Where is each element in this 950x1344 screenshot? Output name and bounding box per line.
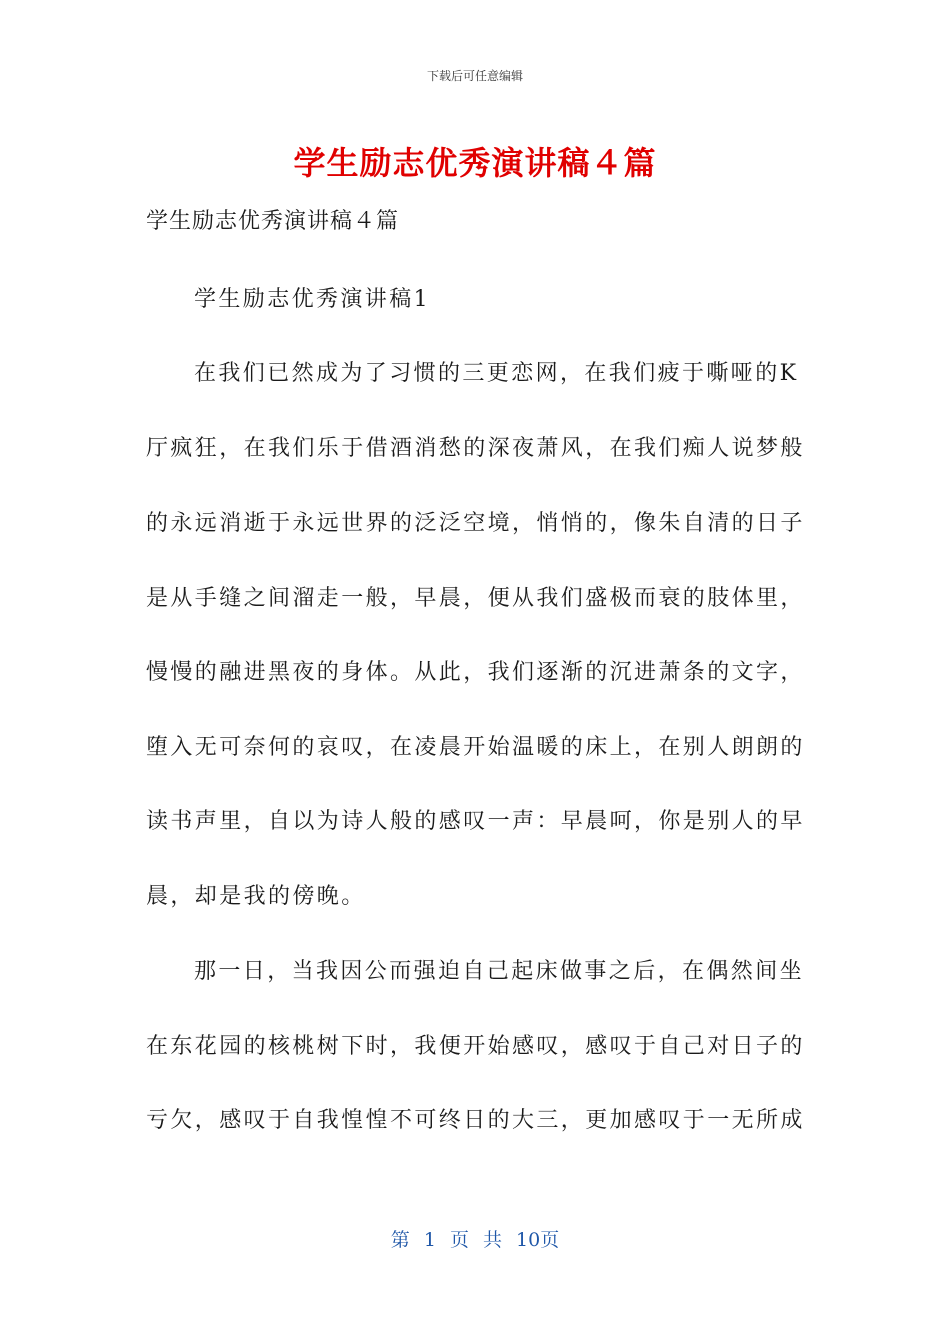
page-number-footer: 第 1 页 共 10页: [390, 1229, 560, 1251]
paragraph-line: 慢慢的融进黑夜的身体。从此，我们逐渐的沉进萧条的文字，: [146, 660, 805, 685]
paragraph-line: 的永远消逝于永远世界的泛泛空境，悄悄的，像朱自清的日子: [146, 511, 805, 536]
section-heading: 学生励志优秀演讲稿1: [194, 287, 430, 312]
paragraph-line: 读书声里，自以为诗人般的感叹一声：早晨呵，你是别人的早: [146, 809, 805, 834]
paragraph-line: 厅疯狂，在我们乐于借酒消愁的深夜萧风，在我们痴人说梦般: [146, 436, 805, 461]
paragraph-line: 堕入无可奈何的哀叹，在凌晨开始温暖的床上，在别人朗朗的: [146, 735, 805, 760]
paragraph-line: 那一日，当我因公而强迫自己起床做事之后，在偶然间坐: [194, 959, 805, 984]
paragraph-line: 是从手缝之间溜走一般，早晨，便从我们盛极而衰的肢体里，: [146, 586, 805, 611]
header-note: 下载后可任意编辑: [426, 69, 523, 83]
paragraph-line: 在东花园的核桃树下时，我便开始感叹，感叹于自己对日子的: [146, 1034, 805, 1059]
paragraph-line: 亏欠，感叹于自我惶惶不可终日的大三，更加感叹于一无所成: [146, 1108, 805, 1133]
document-title: 学生励志优秀演讲稿４篇: [293, 144, 657, 182]
paragraph-line: 在我们已然成为了习惯的三更恋网，在我们疲于嘶哑的K: [194, 361, 799, 386]
document-subtitle: 学生励志优秀演讲稿４篇: [146, 209, 400, 234]
paragraph-line: 晨，却是我的傍晚。: [146, 884, 366, 909]
